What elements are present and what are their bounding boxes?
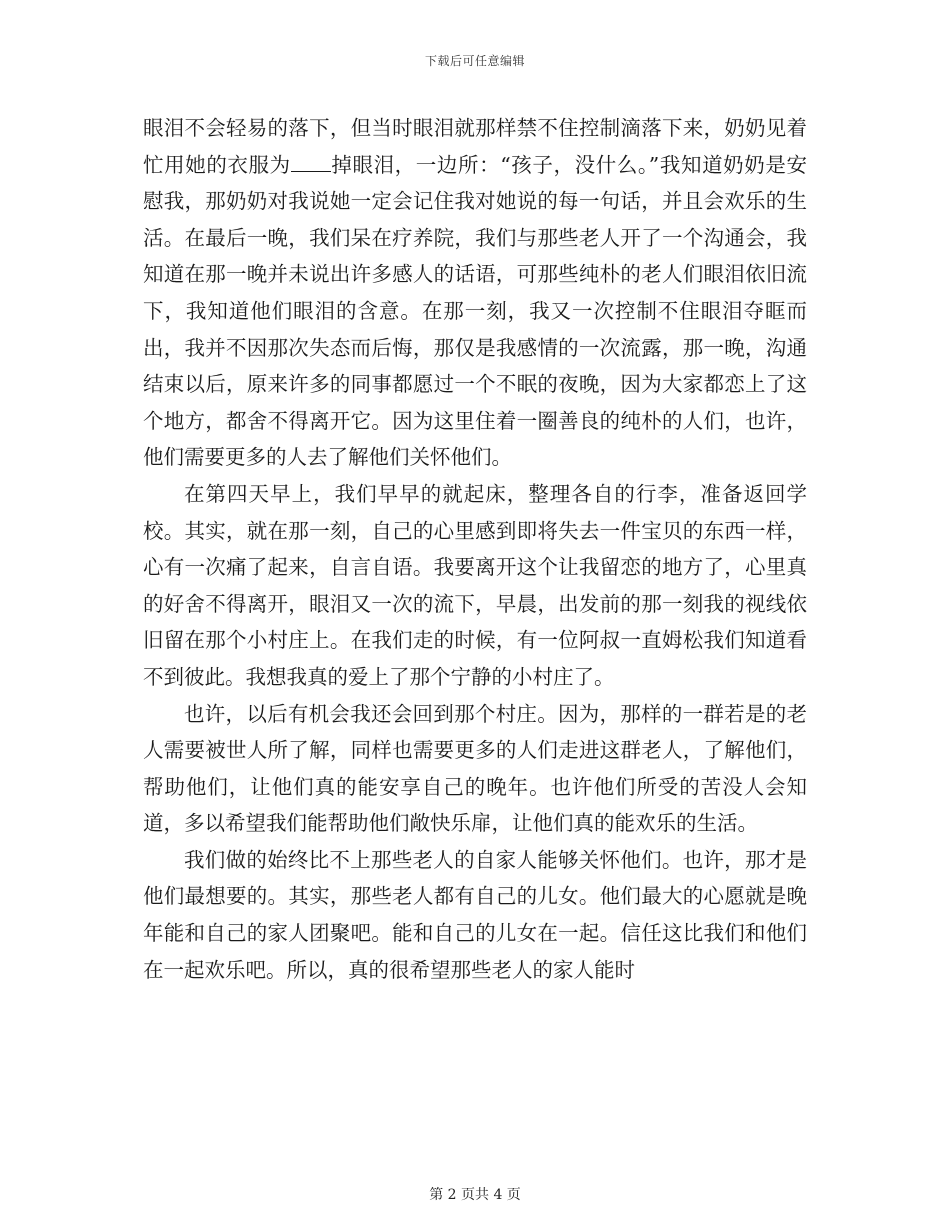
- fill-in-blank: [291, 149, 331, 172]
- paragraph-4: 我们做的始终比不上那些老人的自家人能够关怀他们。也许，那才是他们最想要的。其实，那些老人都有自己的儿女。他们最大的心愿就是晚年能和自己的家人团聚吧。能和自己的儿女在一起。信任这比我们和他们在一起欢乐吧。所以，真的很希望那些老人的家人能时: [143, 847, 807, 982]
- paragraph-3: 也许，以后有机会我还会回到那个村庄。因为，那样的一群若是的老人需要被世人所了解，同样也需要更多的人们走进这群老人，了解他们，帮助他们，让他们真的能安享自己的晚年。也许他们所受的苦没人会知道，多以希望我们能帮助他们敞快乐扉，让他们真的能欢乐的生活。: [143, 701, 807, 836]
- paragraph-2: 在第四天早上，我们早早的就起床，整理各自的行李，准备返回学校。其实，就在那一刻，自己的心里感到即将失去一件宝贝的东西一样，心有一次痛了起来，自言自语。我要离开这个让我留恋的地方了，心里真的好舍不得离开，眼泪又一次的流下，早晨，出发前的那一刻我的视线依旧留在那个小村庄上。在我们走的时候，有一位阿叔一直姆松我们知道看不到彼此。我想我真的爱上了那个宁静的小村庄了。: [143, 481, 807, 689]
- page-header: 下载后可任意编辑: [424, 54, 525, 68]
- paragraph-1-text-after-blank: 掉眼泪，一边所：“孩子，没什么。”我知道奶奶是安慰我，那奶奶对我说她一定会记住我对她说的每一句话，并且会欢乐的生活。在最后一晚，我们呆在疗养院，我们与那些老人开了一个沟通会，我知道在那一晚并未说出许多感人的话语，可那些纯朴的老人们眼泪依旧流下，我知道他们眼泪的含意。在那一刻，我又一次控制不住眼泪夺眶而出，我并不因那次失态而后悔，那仅是我感情的一次流露，那一晚，沟通结束以后，原来许多的同事都愿过一个不眠的夜晚，因为大家都恋上了这个地方，都舍不得离开它。因为这里住着一圈善良的纯朴的人们，也许，他们需要更多的人去了解他们关怀他们。: [143, 152, 807, 470]
- paragraph-1-text-before-blank: 眼泪不会轻易的落下，但当时眼泪就那样禁不住控制滴落下来，奶奶见着忙用她的衣服为: [143, 116, 807, 177]
- document-body: [143, 110, 807, 988]
- paragraph-1: [143, 110, 807, 476]
- page-footer: 第 2 页共 4 页: [429, 1187, 521, 1203]
